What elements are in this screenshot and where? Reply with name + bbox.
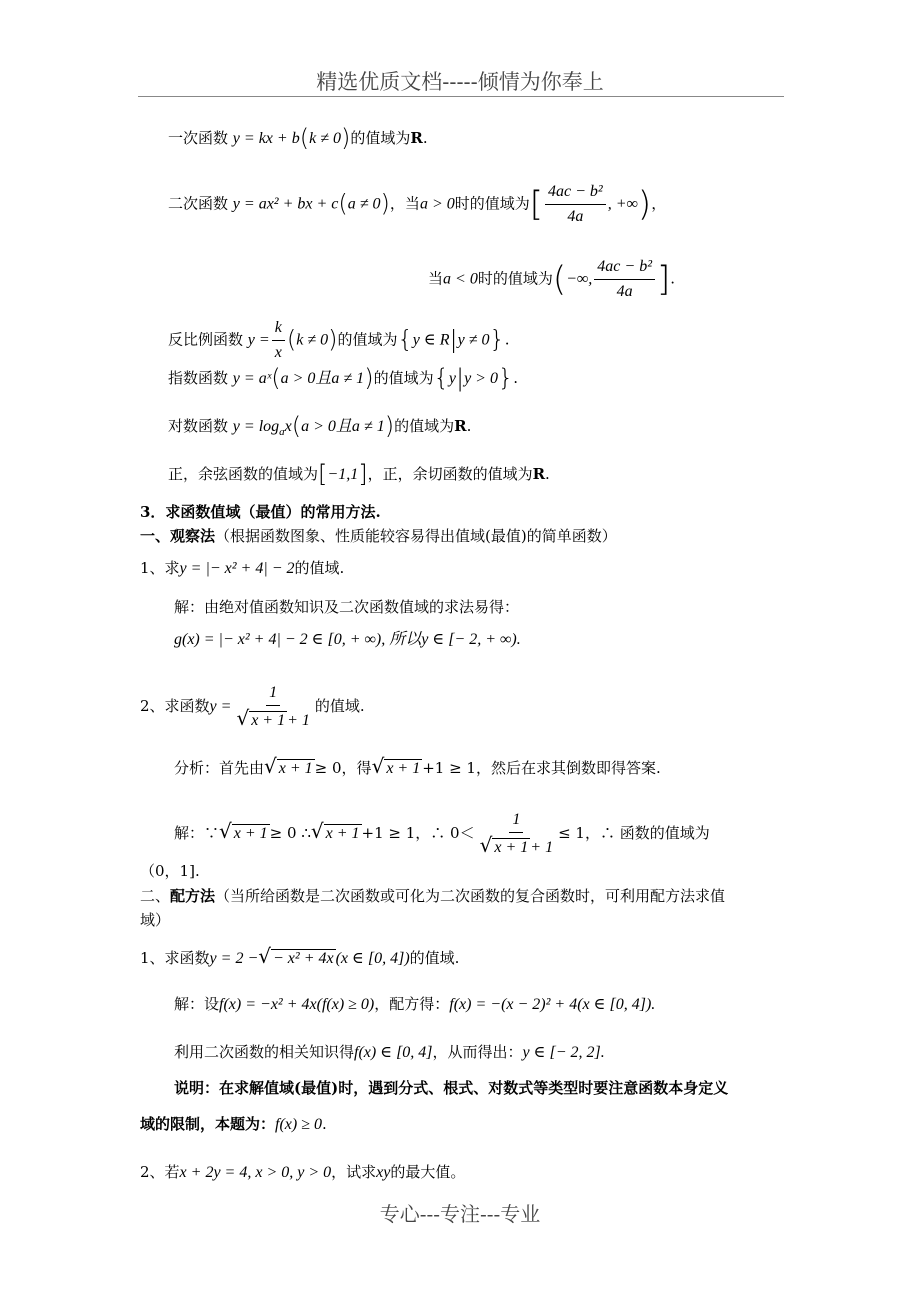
example-2-question: 2、求函数y = $\frac{1}{√ x + 1 + 1}$ 的值域. (140, 684, 365, 730)
completing-square-heading: 二、配方法（当所给函数是二次函数或可化为二次函数的复合函数时，可利用配方法求值 (140, 887, 726, 905)
note-line-2: 域的限制，本题为：f(x) ≥ 0. (140, 1115, 327, 1133)
quadratic-negative-line: 当a < 0时的值域为(−∞, $\frac{\text{4ac − b²}}{4a}$ ]. (428, 258, 676, 300)
completing-square-example-1: 1、求函数y = 2 −√ − x² + 4x (x ∈ [0, 4])的值域. (140, 944, 460, 968)
quadratic-max-fraction: $\frac{\text{4ac − b²}}{4a}$ (594, 257, 655, 302)
completing-square-heading-cont: 域） (140, 911, 171, 929)
example-1-result: g(x) = |− x² + 4| − 2 ∈ [0, + ∞), 所以y ∈ [− 2, + ∞). (174, 631, 521, 648)
inverse-fraction: $\frac{k}{x}$ (272, 318, 285, 363)
quadratic-function-line: 二次函数 y = ax² + bx + c(a ≠ 0)，当a > 0时的值域为[ $\frac{\text{4ac − b²}}{4a}$ , +∞)， (168, 183, 667, 225)
observation-method-heading: 一、观察法（根据函数图象、性质能较容易得出值域(最值)的简单函数） (140, 527, 617, 545)
example-2-analysis: 分析：首先由√ x + 1 ≥ 0，得√ x + 1 +1 ≥ 1，然后在求其倒数即得答案. (174, 754, 661, 778)
completing-square-example-2: 2、若x + 2y = 4, x > 0, y > 0，试求xy的最大值。 (140, 1163, 466, 1181)
completing-square-conclusion: 利用二次函数的相关知识得f(x) ∈ [0, 4]，从而得出：y ∈ [− 2, 2]. (174, 1043, 605, 1061)
example-2-answer: （0，1]. (140, 862, 200, 880)
example-2-fraction: $\frac{1}{√ x + 1 + 1}$ (236, 684, 310, 730)
section-3-heading: 3．求函数值域（最值）的常用方法. (140, 503, 381, 521)
page-header: 精选优质文档-----倾情为你奉上 (316, 70, 604, 94)
example-2-solution: 解：∵√ x + 1 ≥ 0 ∴√ x + 1 +1 ≥ 1，∴ 0＜ $\frac{1}{√ x + 1 + 1}$ ≤ 1，∴ 函数的值域为 (174, 811, 710, 857)
logarithmic-function-line: 对数函数 $y = \log_ax(a > 0$且a ≠ 1)的值域为R. (168, 412, 472, 440)
inverse-function-line: 反比例函数 y = $\frac{k}{x}$ (k ≠ 0)的值域为{y ∈ R|y ≠ 0}. (168, 319, 510, 361)
exponential-function-line: 指数函数 y = aˣ(a > 0且a ≠ 1)的值域为{y|y > 0}. (168, 364, 519, 392)
header-divider (138, 96, 784, 97)
example-2-solution-fraction: $\frac{1}{√ x + 1 + 1}$ (479, 811, 554, 857)
trig-function-line: 正，余弦函数的值域为[−1,1]，正，余切函数的值域为R. (168, 460, 550, 488)
note-line-1: 说明：在求解值域(最值)时，遇到分式、根式、对数式等类型时要注意函数本身定义 (174, 1079, 729, 1097)
linear-function-line: 一次函数 y = kx + b(k ≠ 0)的值域为R. (168, 124, 428, 152)
example-1-solution: 解：由绝对值函数知识及二次函数值域的求法易得： (174, 598, 520, 616)
completing-square-solution: 解：设f(x) = −x² + 4x(f(x) ≥ 0)，配方得：f(x) = −(x − 2)² + 4(x ∈ [0, 4]). (174, 995, 656, 1013)
example-1-question: 1、求y = |− x² + 4| − 2的值域. (140, 559, 345, 577)
page-footer: 专心---专注---专业 (379, 1202, 541, 1226)
quadratic-min-fraction: $\frac{\text{4ac − b²}}{4a}$ (545, 182, 606, 227)
